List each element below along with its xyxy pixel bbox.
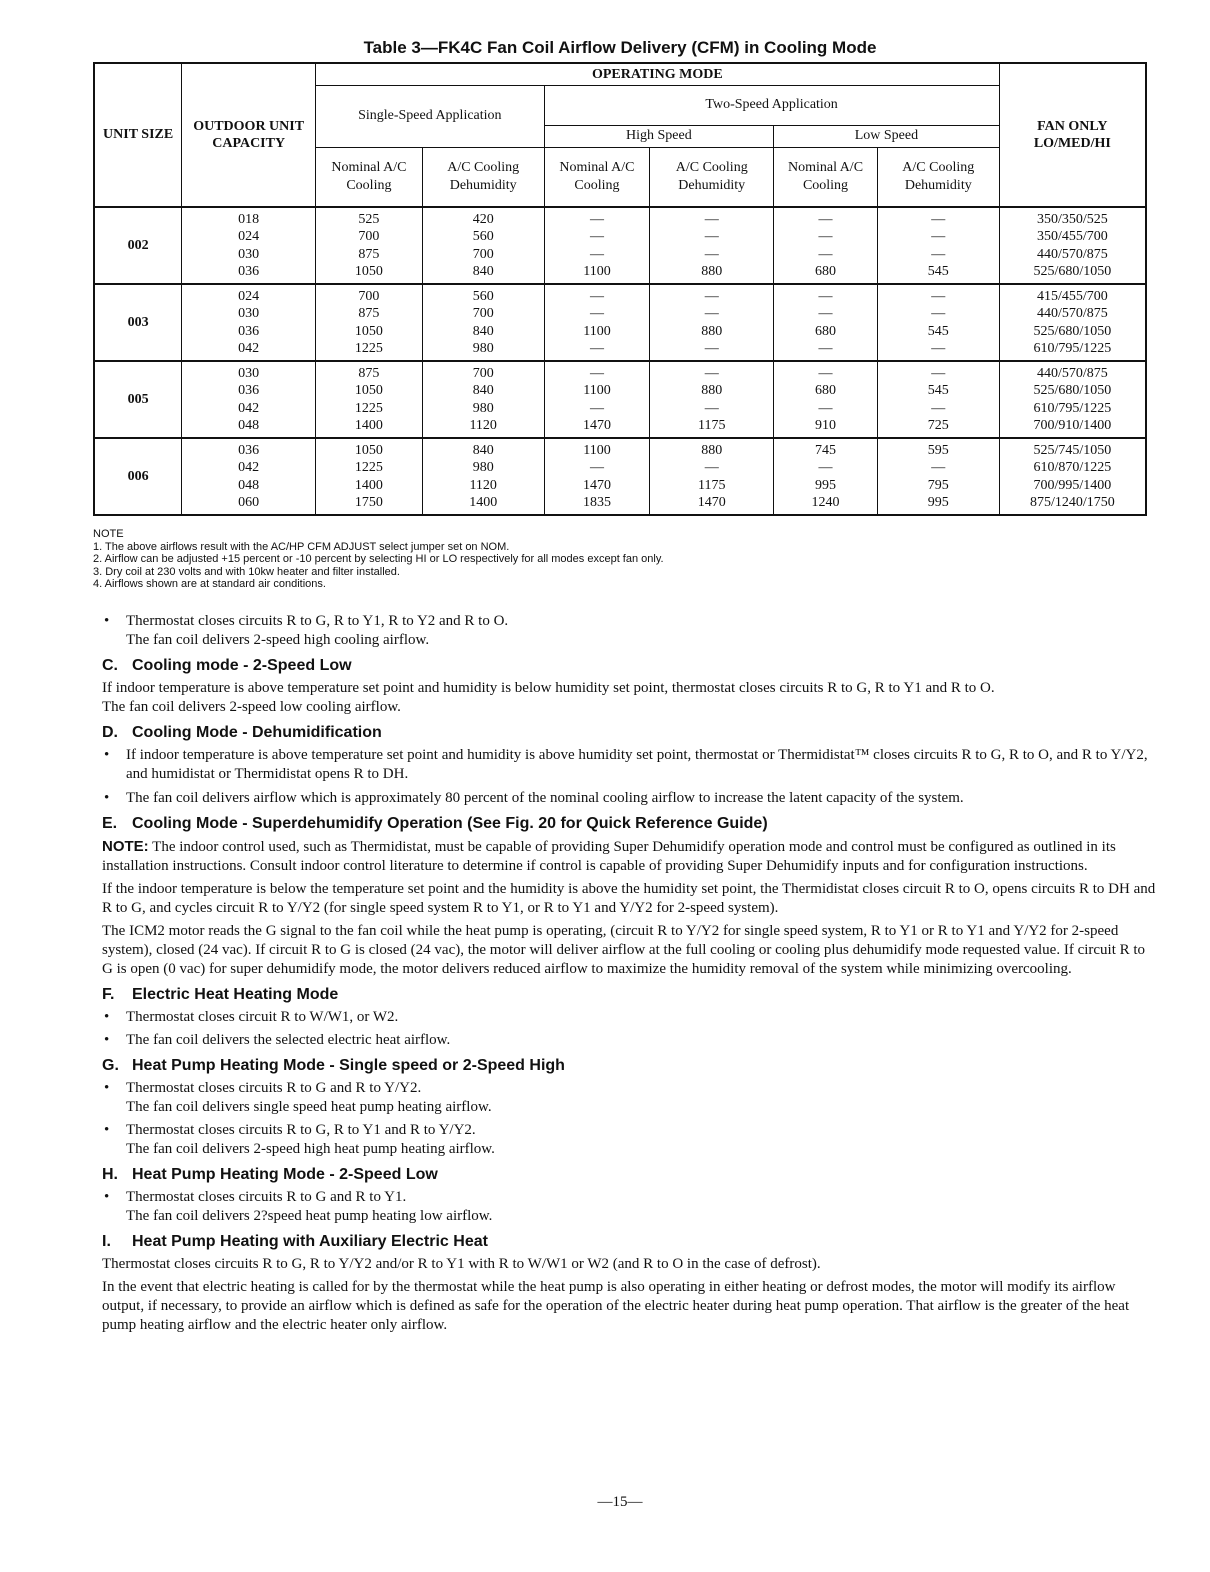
cell-value: — (931, 229, 946, 244)
cell-value: — (704, 288, 719, 304)
cell-value: — (931, 246, 946, 262)
notes-heading: NOTE (93, 528, 124, 540)
bullet-line: The fan coil delivers 2-speed high cooling airflow. (126, 632, 430, 648)
cell-value: 700 (472, 365, 494, 381)
cell-value: — (589, 229, 604, 244)
hs-nominal-cell (544, 207, 650, 284)
cell-value: 024 (238, 229, 260, 244)
cell-value: 1400 (469, 495, 498, 510)
airflow-table (93, 62, 1147, 516)
cell-value: 036 (238, 264, 260, 279)
cell-value: 1175 (697, 477, 726, 493)
ss-nominal-cell (316, 284, 423, 361)
cell-value: — (589, 246, 604, 262)
cell-value: 415/455/700 (1036, 288, 1108, 304)
cell-value: — (589, 211, 604, 227)
cell-value: 1225 (354, 341, 383, 356)
bullet-line: • Thermostat closes circuits R to G and R to Y1. (126, 1189, 407, 1205)
cell-value: 1240 (811, 495, 840, 510)
ss-dehum-cell (422, 207, 544, 284)
cell-value: 545 (927, 383, 949, 398)
cell-value: — (589, 365, 604, 381)
table-row (94, 438, 1146, 515)
ls-nominal-cell (774, 438, 878, 515)
cell-value: — (704, 365, 719, 381)
cell-value: 875 (358, 306, 380, 321)
cell-value: 440/570/875 (1036, 365, 1108, 381)
cell-value: 880 (701, 323, 723, 339)
cell-value: 440/570/875 (1036, 306, 1108, 321)
cell-value: — (931, 460, 946, 475)
cell-value: 910 (815, 418, 836, 433)
cell-value: 1400 (354, 418, 383, 433)
header-operating-mode: OPERATING MODE (316, 63, 1000, 85)
hs-nominal-cell (544, 284, 650, 361)
cell-value: 525/680/1050 (1033, 383, 1112, 398)
cell-value: 1120 (469, 418, 497, 433)
cell-value: 1050 (354, 264, 383, 279)
cell-value: 840 (472, 383, 494, 398)
cell-value: 795 (927, 477, 949, 493)
cell-value: 036 (238, 323, 260, 339)
cell-value: — (931, 211, 946, 227)
note-text: The indoor control used, such as Thermidistat, must be capable of providing Super Dehumidify operation mode and control must be configured as outlined in its installation instructions. Consult indoor control literature to determine if control is capable of providing Super Dehumidify inputs and for configuration instructions. (102, 839, 1116, 874)
cell-value: 880 (701, 264, 723, 279)
table-title: Table 3—FK4C Fan Coil Airflow Delivery (CFM) in Cooling Mode (363, 38, 877, 57)
cell-value: 1470 (582, 418, 611, 433)
cell-value: 560 (472, 288, 494, 304)
paragraph: If indoor temperature is above temperature set point and humidity is below humidity set point, thermostat closes circuits R to G, R to Y1 and R to O. (102, 680, 995, 696)
bullet-item: • If indoor temperature is above temperature set point and humidity is above humidity set point, thermostat or Thermidistat™ closes circuits R to G, R to O, and R to Y/Y2, and humidistat or Thermidistat opens R to DH. (102, 746, 1156, 784)
bullet-item: • The fan coil delivers the selected electric heat airflow. (102, 1031, 1156, 1050)
header-low-speed: Low Speed (774, 125, 1000, 147)
header-two-speed: Two-Speed Application (544, 85, 999, 125)
section-g-heading: G. Heat Pump Heating Mode - Single speed or 2-Speed High (102, 1057, 565, 1074)
ls-nominal-cell (774, 284, 878, 361)
cell-value: 1470 (697, 495, 726, 510)
cell-value: — (931, 400, 946, 416)
cell-value: — (818, 341, 833, 356)
cell-value: 1225 (354, 400, 383, 416)
cell-value: 680 (815, 383, 836, 398)
cell-value: 880 (701, 442, 723, 458)
ss-nominal-cell (316, 438, 423, 515)
cell-value: 680 (815, 323, 836, 339)
cell-value: 680 (815, 264, 836, 279)
cell-value: 1100 (583, 383, 611, 398)
cell-value: 525 (358, 211, 380, 227)
cell-value: — (589, 306, 604, 321)
cell-value: — (818, 400, 833, 416)
paragraph: Thermostat closes circuits R to G, R to Y/Y2 and/or R to Y1 with R to W/W1 or W2 (and R to O in the case of defrost). (102, 1256, 821, 1272)
cell-value: 060 (238, 495, 260, 510)
hs-dehum-cell (650, 361, 774, 438)
unit-size-cell: 005 (94, 361, 182, 438)
unit-size-cell: 002 (94, 207, 182, 284)
cell-value: — (931, 365, 946, 381)
table-row (94, 284, 1146, 361)
cell-value: — (818, 246, 833, 262)
cell-value: — (589, 400, 604, 416)
cell-value: 440/570/875 (1036, 246, 1108, 262)
cell-value: 980 (472, 400, 494, 416)
note-label: NOTE: (102, 838, 149, 855)
cell-value: — (589, 460, 604, 475)
ls-nominal-cell (774, 361, 878, 438)
hs-dehum-cell (650, 284, 774, 361)
ss-nominal-cell (316, 207, 423, 284)
header-ls-nominal: Nominal A/C Cooling (774, 147, 878, 207)
cell-value: 1120 (469, 477, 497, 493)
cell-value: 1835 (582, 495, 611, 510)
bullet-line: • Thermostat closes circuits R to G, R to Y1 and R to Y/Y2. (126, 1122, 476, 1138)
cell-value: — (931, 306, 946, 321)
cell-value: 525/680/1050 (1033, 323, 1112, 339)
cell-value: 875/1240/1750 (1029, 495, 1115, 510)
cell-value: 980 (472, 460, 494, 475)
hs-nominal-cell (544, 361, 650, 438)
cell-value: 700/995/1400 (1033, 477, 1112, 493)
ls-dehum-cell (877, 284, 999, 361)
ss-dehum-cell (422, 284, 544, 361)
cell-value: — (589, 288, 604, 304)
fan-only-cell (999, 284, 1146, 361)
section-f-heading: F. Electric Heat Heating Mode (102, 986, 339, 1003)
ls-dehum-cell (877, 438, 999, 515)
cell-value: 700 (358, 288, 380, 304)
cell-value: — (931, 288, 946, 304)
cell-value: 980 (472, 341, 494, 356)
ls-dehum-cell (877, 207, 999, 284)
hs-dehum-cell (650, 207, 774, 284)
notes-block (93, 528, 1093, 591)
note-item: 2. Airflow can be adjusted +15 percent or -10 percent by selecting HI or LO respectively for all modes except fan only. (93, 553, 664, 565)
cell-value: 1100 (583, 442, 611, 458)
capacity-cell (182, 438, 316, 515)
bullet-line: • Thermostat closes circuits R to G, R to Y1, R to Y2 and R to O. (126, 613, 509, 629)
cell-value: 350/455/700 (1036, 229, 1108, 244)
cell-value: 875 (358, 246, 380, 262)
intro-bullet (102, 612, 1156, 650)
cell-value: 018 (238, 211, 260, 227)
header-single-speed: Single-Speed Application (316, 85, 545, 147)
paragraph: In the event that electric heating is called for by the thermostat while the heat pump is also operating in either heating or defrost modes, the motor will modify its airflow output, if necessary, to provide an airflow which is defined as safe for the operation of the electric heater during heat pump operation. That airflow is the greater of the heat pump heating airflow and the electric heater only airflow. (102, 1279, 1130, 1333)
header-hs-dehum: A/C Cooling Dehumidity (650, 147, 774, 207)
fan-only-cell (999, 361, 1146, 438)
cell-value: 036 (238, 442, 260, 458)
cell-value: 610/870/1225 (1033, 460, 1112, 475)
fan-only-cell (999, 438, 1146, 515)
paragraph: The fan coil delivers 2-speed low cooling airflow. (102, 699, 401, 715)
capacity-cell (182, 207, 316, 284)
cell-value: 840 (472, 442, 494, 458)
table-row (94, 361, 1146, 438)
cell-value: 1470 (582, 477, 611, 493)
cell-value: 560 (472, 229, 494, 244)
cell-value: 700/910/1400 (1033, 418, 1112, 433)
cell-value: — (818, 306, 833, 321)
header-ss-dehum: A/C Cooling Dehumidity (422, 147, 544, 207)
header-ls-dehum: A/C Cooling Dehumidity (877, 147, 999, 207)
section-e-heading: E. Cooling Mode - Superdehumidify Operation (See Fig. 20 for Quick Reference Guide) (102, 815, 768, 832)
hs-nominal-cell (544, 438, 650, 515)
cell-value: 610/795/1225 (1033, 400, 1112, 416)
capacity-cell (182, 284, 316, 361)
cell-value: 725 (927, 418, 949, 433)
unit-size-cell: 003 (94, 284, 182, 361)
paragraph: The ICM2 motor reads the G signal to the fan coil while the heat pump is operating, (circuit R to Y/Y2 for single speed system, R to Y1 or R to Y1 and Y/Y2 for 2-speed system), closed (24 vac). If circuit R to G is closed (24 vac), the motor will deliver airflow at the full cooling or cooling plus dehumidify mode requested value. If circuit R to G is open (0 vac) for super dehumidify mode, the motor delivers reduced airflow to maximize the humidity removal of the system while minimizing overcooling. (102, 923, 1146, 977)
table-row (94, 207, 1146, 284)
cell-value: 030 (238, 365, 260, 381)
cell-value: 1175 (697, 418, 726, 433)
bullet-line: The fan coil delivers 2?speed heat pump heating low airflow. (126, 1208, 493, 1224)
cell-value: 700 (472, 246, 494, 262)
cell-value: — (704, 306, 719, 321)
cell-value: — (589, 341, 604, 356)
cell-value: 840 (472, 264, 494, 279)
section-h-heading: H. Heat Pump Heating Mode - 2-Speed Low (102, 1166, 438, 1183)
bullet-line: • Thermostat closes circuits R to G and R to Y/Y2. (126, 1080, 422, 1096)
body-text (102, 612, 1156, 1335)
cell-value: 030 (238, 306, 260, 321)
cell-value: 595 (927, 442, 949, 458)
cell-value: 1100 (583, 264, 611, 279)
cell-value: 1750 (354, 495, 383, 510)
cell-value: 024 (238, 288, 260, 304)
cell-value: 700 (472, 306, 494, 321)
ss-dehum-cell (422, 361, 544, 438)
table-body (94, 207, 1146, 515)
bullet-item (102, 1188, 1156, 1226)
cell-value: 995 (927, 495, 949, 510)
cell-value: — (704, 341, 719, 356)
cell-value: 1050 (354, 383, 383, 398)
cell-value: — (704, 460, 719, 475)
cell-value: 700 (358, 229, 380, 244)
cell-value: — (704, 229, 719, 244)
cell-value: 030 (238, 246, 260, 262)
header-hs-nominal: Nominal A/C Cooling (544, 147, 650, 207)
bullet-line: The fan coil delivers 2-speed high heat pump heating airflow. (126, 1141, 495, 1157)
note-paragraph (102, 837, 1156, 876)
bullet-item (102, 1121, 1156, 1159)
section-i-heading: I. Heat Pump Heating with Auxiliary Electric Heat (102, 1233, 488, 1250)
cell-value: 875 (358, 365, 380, 381)
header-high-speed: High Speed (544, 125, 774, 147)
cell-value: 042 (238, 400, 260, 416)
cell-value: 420 (472, 211, 494, 227)
cell-value: 036 (238, 383, 260, 398)
cell-value: 880 (701, 383, 723, 398)
cell-value: 840 (472, 323, 494, 339)
hs-dehum-cell (650, 438, 774, 515)
note-item: 1. The above airflows result with the AC/HP CFM ADJUST select jumper set on NOM. (93, 540, 510, 553)
cell-value: — (818, 229, 833, 244)
cell-value: 1400 (354, 477, 383, 493)
cell-value: — (818, 211, 833, 227)
cell-value: 1225 (354, 460, 383, 475)
bullet-item: • The fan coil delivers airflow which is approximately 80 percent of the nominal cooling airflow to increase the latent capacity of the system. (102, 789, 1156, 808)
cell-value: 042 (238, 341, 260, 356)
section-d-heading: D. Cooling Mode - Dehumidification (102, 724, 382, 741)
bullet-line: The fan coil delivers single speed heat pump heating airflow. (126, 1099, 492, 1115)
cell-value: 525/745/1050 (1033, 442, 1112, 458)
capacity-cell (182, 361, 316, 438)
header-ss-nominal: Nominal A/C Cooling (316, 147, 423, 207)
cell-value: — (704, 400, 719, 416)
cell-value: — (704, 211, 719, 227)
section-c-heading: C. Cooling mode - 2-Speed Low (102, 657, 352, 674)
cell-value: 042 (238, 460, 260, 475)
cell-value: — (704, 246, 719, 262)
header-outdoor-capacity: OUTDOOR UNIT CAPACITY (182, 63, 316, 207)
cell-value: 545 (927, 264, 949, 279)
cell-value: 1050 (354, 442, 383, 458)
header-fan-only: FAN ONLY LO/MED/HI (999, 63, 1146, 207)
ss-dehum-cell (422, 438, 544, 515)
header-unit-size: UNIT SIZE (94, 63, 182, 207)
cell-value: — (818, 365, 833, 381)
cell-value: 610/795/1225 (1033, 341, 1112, 356)
note-item: 3. Dry coil at 230 volts and with 10kw heater and filter installed. (93, 565, 400, 578)
cell-value: 525/680/1050 (1033, 264, 1112, 279)
cell-value: 745 (815, 442, 836, 458)
unit-size-cell: 006 (94, 438, 182, 515)
ls-dehum-cell (877, 361, 999, 438)
bullet-item (102, 1079, 1156, 1117)
paragraph: If the indoor temperature is below the temperature set point and the humidity is above the humidity set point, the Thermidistat closes circuit R to O, opens circuits R to DH and R to G, and cycles circuit R to Y/Y2 (for single speed system R to Y1, or R to Y1 and Y/Y2 for 2-speed system). (102, 881, 1156, 916)
ls-nominal-cell (774, 207, 878, 284)
cell-value: 048 (238, 477, 260, 493)
cell-value: 545 (927, 323, 949, 339)
ss-nominal-cell (316, 361, 423, 438)
fan-only-cell (999, 207, 1146, 284)
cell-value: 350/350/525 (1036, 211, 1108, 227)
cell-value: 048 (238, 418, 260, 433)
cell-value: 1050 (354, 323, 383, 339)
cell-value: 1100 (583, 323, 611, 339)
page-number: —15— (597, 1494, 643, 1510)
note-item: 4. Airflows shown are at standard air conditions. (93, 578, 326, 590)
cell-value: — (931, 341, 946, 356)
cell-value: — (818, 288, 833, 304)
bullet-item: • Thermostat closes circuit R to W/W1, or W2. (102, 1008, 1156, 1027)
cell-value: 995 (815, 477, 836, 493)
cell-value: — (818, 460, 833, 475)
